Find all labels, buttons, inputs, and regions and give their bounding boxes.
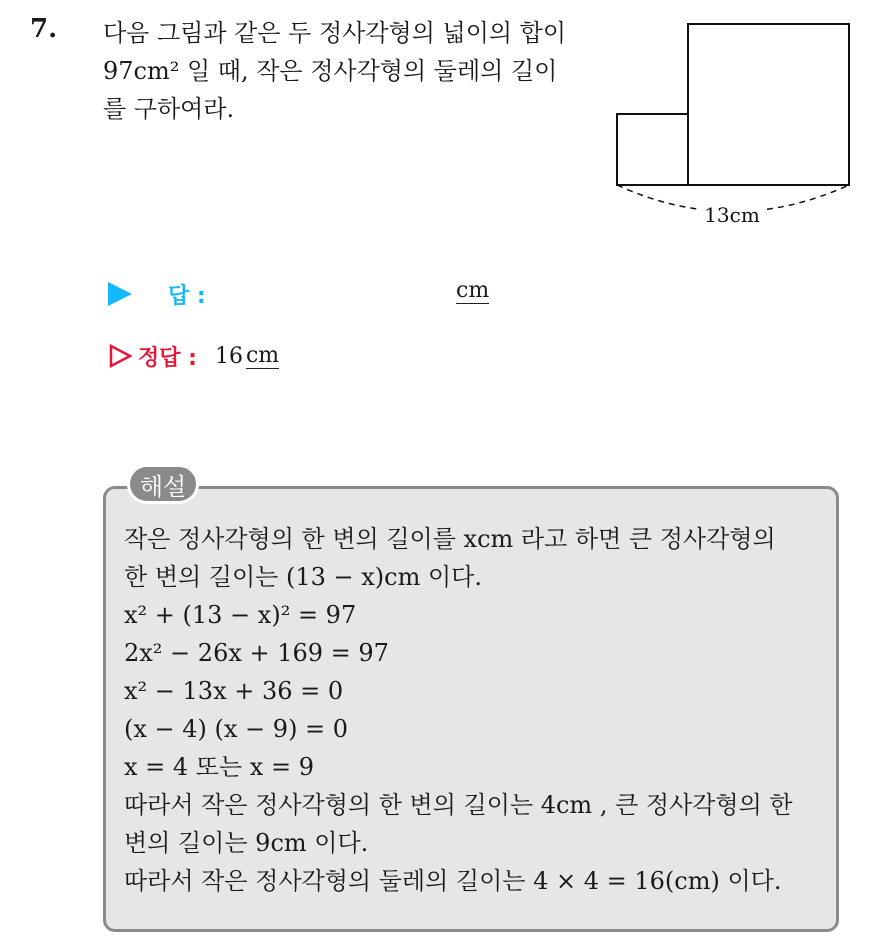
- explanation-line: x = 4 또는 x = 9: [124, 753, 314, 781]
- explanation-line: (x − 4) (x − 9) = 0: [124, 715, 349, 743]
- solution-label: 정답 :: [138, 345, 197, 371]
- answer-row: [108, 276, 490, 312]
- explanation-line: 변의 길이는 9cm 이다.: [124, 829, 369, 857]
- two-squares-figure: [600, 14, 870, 234]
- answer-unit: cm: [456, 278, 490, 303]
- explanation-tab: 해설: [127, 464, 199, 504]
- play-triangle-icon: [108, 282, 132, 306]
- explanation-line: x² − 13x + 36 = 0: [124, 677, 344, 705]
- small-square: [617, 114, 688, 185]
- large-square: [688, 24, 849, 185]
- question-number: 7.: [30, 14, 58, 44]
- solution-value: 16: [214, 343, 243, 369]
- explanation-line: 한 변의 길이는 (13 − x)cm 이다.: [124, 563, 482, 591]
- question-line: 를 구하여라.: [103, 95, 235, 123]
- explanation-line: 2x² − 26x + 169 = 97: [124, 639, 389, 667]
- solution-unit: cm: [245, 342, 280, 368]
- explanation-line: 작은 정사각형의 한 변의 길이를 xcm 라고 하면 큰 정사각형의: [124, 525, 776, 553]
- question-line: 97cm² 일 때, 작은 정사각형의 둘레의 길이: [103, 57, 558, 85]
- explanation-text: [124, 520, 836, 900]
- question-text: [103, 14, 593, 128]
- explanation-line: x² + (13 − x)² = 97: [124, 601, 357, 629]
- length-label: 13cm: [704, 203, 760, 227]
- solution-row: [108, 338, 279, 374]
- outline-triangle-icon: [108, 344, 132, 368]
- explanation-line: 따라서 작은 정사각형의 둘레의 길이는 4 × 4 = 16(cm) 이다.: [124, 867, 782, 895]
- answer-label: 답 :: [168, 283, 206, 309]
- explanation-line: 따라서 작은 정사각형의 한 변의 길이는 4cm , 큰 정사각형의 한: [124, 791, 793, 819]
- question-line: 다음 그림과 같은 두 정사각형의 넓이의 합이: [103, 19, 567, 47]
